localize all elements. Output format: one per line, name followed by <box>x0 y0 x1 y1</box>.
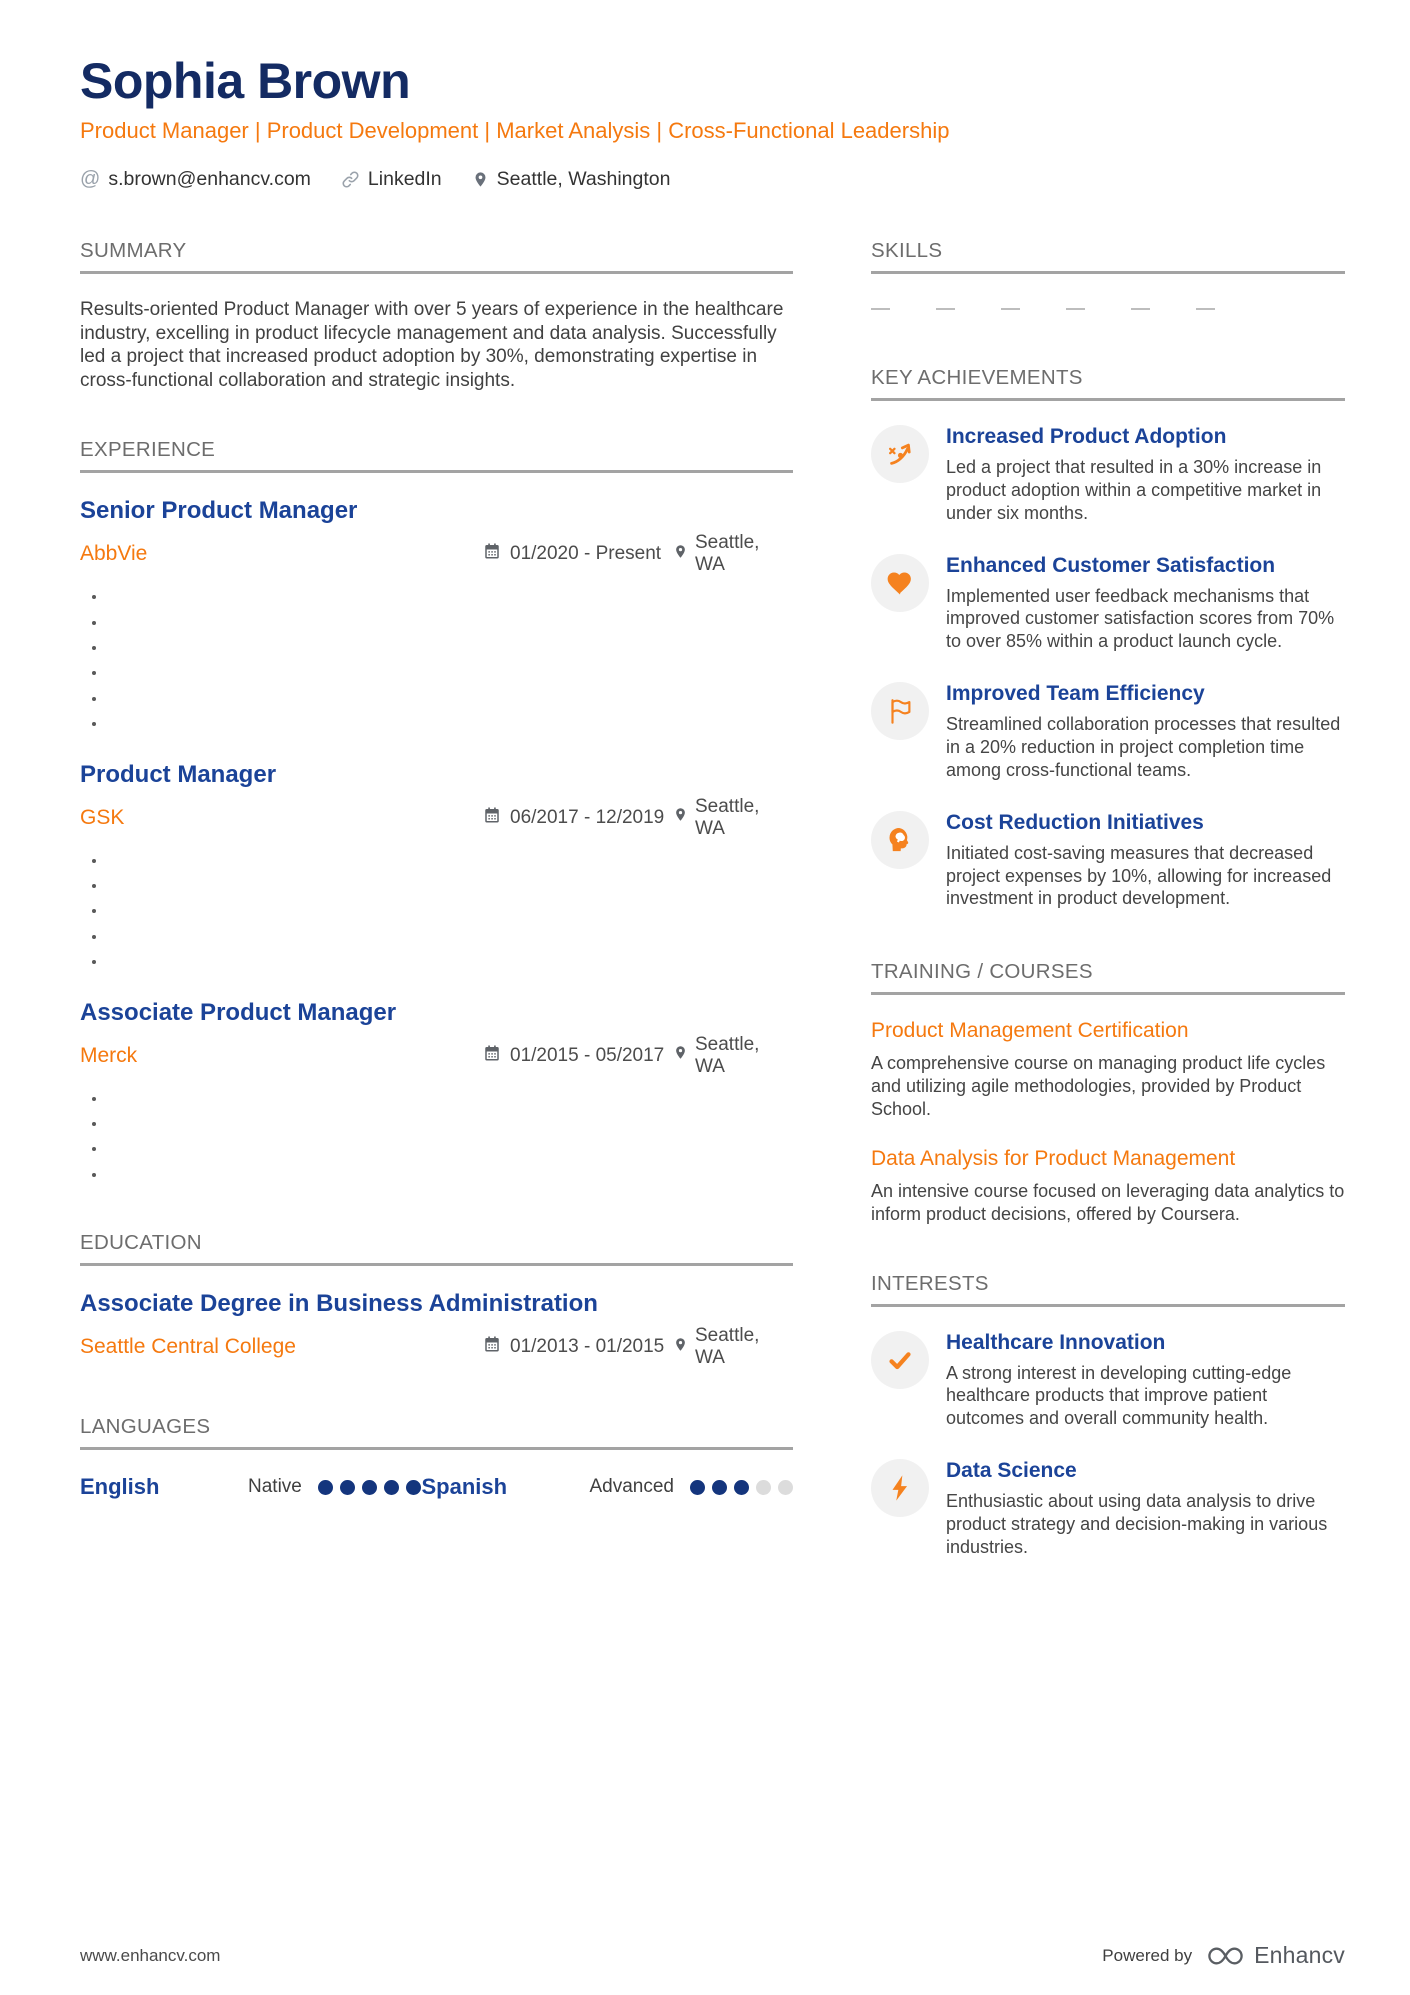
achievement-entry <box>871 682 1345 782</box>
job-dates-text: 01/2020 - Present <box>510 543 662 565</box>
job-bullet <box>107 899 793 921</box>
experience-entry <box>80 999 793 1186</box>
job-bullet <box>107 874 793 896</box>
rating-dot-empty <box>778 1480 793 1495</box>
company-name: GSK <box>80 805 125 829</box>
job-bullet <box>107 950 793 972</box>
interest-text: Enthusiastic about using data analysis to drive product strategy and decision-making in various industries. <box>946 1491 1328 1557</box>
education-dates-text: 01/2013 - 01/2015 <box>510 1336 665 1358</box>
skills-list <box>871 298 1345 310</box>
experience-entry <box>80 497 793 734</box>
education-entry <box>80 1290 793 1369</box>
interest-entry <box>871 1459 1345 1559</box>
achievements-section <box>871 366 1345 910</box>
location-text: Seattle, Washington <box>496 168 671 190</box>
course-entry <box>871 1019 1345 1121</box>
skill-item <box>936 298 955 310</box>
course-text: A comprehensive course on managing product life cycles and utilizing agile methodologies, provided by Product School. <box>871 1053 1326 1120</box>
heart-icon <box>871 554 929 612</box>
rating-dot-filled <box>362 1480 377 1495</box>
check-icon <box>871 1331 929 1389</box>
job-bullet <box>107 585 793 607</box>
achievement-text: Led a project that resulted in a 30% increase in product adoption within a competitive market in under six months. <box>946 457 1322 523</box>
lightning-icon <box>871 1459 929 1517</box>
training-list <box>871 1019 1345 1225</box>
rating-dot-filled <box>318 1480 333 1495</box>
skill-item <box>871 298 890 310</box>
course-title: Data Analysis for Product Management <box>871 1146 1236 1170</box>
job-bullet <box>107 687 793 709</box>
achievement-entry <box>871 554 1345 654</box>
candidate-name: Sophia Brown <box>80 53 411 109</box>
achievement-entry <box>871 811 1345 911</box>
headline: Product Manager | Product Development | Market Analysis | Cross-Functional Leadership <box>80 118 950 143</box>
right-column <box>871 239 1345 1605</box>
languages-heading: LANGUAGES <box>80 1415 793 1450</box>
job-bullet <box>107 712 793 734</box>
language-entry <box>421 1474 793 1500</box>
languages-list <box>80 1474 793 1500</box>
job-dates <box>483 806 673 830</box>
skill-item <box>1196 298 1215 310</box>
interest-entry <box>871 1331 1345 1431</box>
achievement-text: Initiated cost-saving measures that decreased project expenses by 10%, allowing for increased investment in product development. <box>946 842 1332 909</box>
infinity-logo-icon <box>1206 1945 1246 1967</box>
job-dates-text: 01/2015 - 05/2017 <box>510 1044 665 1066</box>
job-meta-row <box>80 532 793 576</box>
language-entry <box>80 1474 421 1500</box>
rating-dot-filled <box>406 1480 421 1495</box>
interest-title: Healthcare Innovation <box>946 1330 1166 1354</box>
degree-title: Associate Degree in Business Administration <box>80 1290 598 1318</box>
achievement-text: Implemented user feedback mechanisms that improved customer satisfaction scores from 70% to over 85% within a product launch cycle. <box>946 585 1335 652</box>
language-name: Spanish <box>421 1474 508 1500</box>
linkedin-text: LinkedIn <box>367 168 442 190</box>
job-bullet <box>107 661 793 683</box>
job-bullet-list <box>80 1087 793 1186</box>
job-location <box>673 532 793 576</box>
job-bullet <box>107 636 793 658</box>
interests-section <box>871 1272 1345 1559</box>
education-location-text: Seattle, WA <box>695 1325 760 1369</box>
pin-icon <box>673 1336 688 1359</box>
rating-dot-filled <box>340 1480 355 1495</box>
left-column <box>80 239 793 1605</box>
location <box>472 168 671 191</box>
job-location-text: Seattle, WA <box>695 532 760 576</box>
summary-heading: SUMMARY <box>80 239 793 274</box>
contact-row <box>80 168 1345 191</box>
achievement-title: Cost Reduction Initiatives <box>946 810 1204 834</box>
email-text: s.brown@enhancv.com <box>108 168 311 190</box>
pin-icon <box>472 170 489 189</box>
job-bullet <box>107 925 793 947</box>
interests-list <box>871 1331 1345 1559</box>
education-location <box>673 1325 793 1369</box>
languages-section <box>80 1415 793 1500</box>
flag-icon <box>871 682 929 740</box>
achievements-list <box>871 425 1345 910</box>
company-name: Merck <box>80 1043 138 1067</box>
rating-dot-filled <box>734 1480 749 1495</box>
page-footer <box>80 1942 1345 1969</box>
powered-by <box>1102 1942 1345 1969</box>
course-text: An intensive course focused on leveraging data analytics to inform product decisions, offered by Coursera. <box>871 1180 1345 1224</box>
language-rating-dots <box>690 1480 793 1495</box>
skill-item <box>1001 298 1020 310</box>
enhancv-logo <box>1206 1942 1345 1969</box>
skills-heading: SKILLS <box>871 239 1345 274</box>
email-link[interactable] <box>80 168 311 191</box>
experience-entry <box>80 761 793 973</box>
job-bullet <box>107 1137 793 1159</box>
job-location-text: Seattle, WA <box>695 1033 760 1077</box>
job-bullet <box>107 1163 793 1185</box>
experience-heading: EXPERIENCE <box>80 438 793 473</box>
course-entry <box>871 1147 1345 1226</box>
achievement-entry <box>871 425 1345 525</box>
enhancv-url[interactable]: www.enhancv.com <box>80 1945 221 1965</box>
skills-section <box>871 239 1345 310</box>
job-bullet <box>107 1112 793 1134</box>
education-section <box>80 1231 793 1369</box>
calendar-icon <box>483 1335 501 1359</box>
education-dates <box>483 1335 673 1359</box>
strategy-arrow-icon <box>871 425 929 483</box>
content-columns <box>80 239 1345 1605</box>
rating-dot-empty <box>756 1480 771 1495</box>
job-bullet-list <box>80 849 793 973</box>
rating-dot-filled <box>384 1480 399 1495</box>
education-heading: EDUCATION <box>80 1231 793 1266</box>
calendar-icon <box>483 542 501 566</box>
training-section <box>871 960 1345 1225</box>
job-meta-row <box>80 1034 793 1078</box>
summary-section <box>80 239 793 392</box>
job-bullet <box>107 849 793 871</box>
pin-icon <box>673 543 688 566</box>
achievement-text: Streamlined collaboration processes that resulted in a 20% reduction in project completion time among cross-functional teams. <box>946 714 1341 780</box>
rating-dot-filled <box>690 1480 705 1495</box>
rating-dot-filled <box>712 1480 727 1495</box>
achievement-title: Improved Team Efficiency <box>946 682 1205 706</box>
interests-heading: INTERESTS <box>871 1272 1345 1307</box>
at-icon: @ <box>80 168 101 190</box>
course-title: Product Management Certification <box>871 1019 1189 1043</box>
school-name: Seattle Central College <box>80 1335 296 1359</box>
achievements-heading: KEY ACHIEVEMENTS <box>871 366 1345 401</box>
language-rating-dots <box>318 1480 421 1495</box>
job-bullet <box>107 1087 793 1109</box>
language-level: Advanced <box>589 1476 674 1498</box>
skill-item <box>1066 298 1085 310</box>
job-title: Product Manager <box>80 760 277 788</box>
job-meta-row <box>80 796 793 840</box>
interest-text: A strong interest in developing cutting-edge healthcare products that improve patient outcomes and overall community health. <box>946 1362 1292 1429</box>
job-bullet <box>107 611 793 633</box>
experience-section <box>80 438 793 1185</box>
brand-name: Enhancv <box>1254 1942 1345 1968</box>
job-dates <box>483 1044 673 1068</box>
linkedin-link[interactable] <box>341 168 442 191</box>
job-title: Associate Product Manager <box>80 998 397 1026</box>
job-location-text: Seattle, WA <box>695 795 760 839</box>
interest-title: Data Science <box>946 1459 1077 1483</box>
achievement-title: Enhanced Customer Satisfaction <box>946 553 1276 577</box>
head-silhouette-icon <box>871 811 929 869</box>
achievement-title: Increased Product Adoption <box>946 425 1227 448</box>
pin-icon <box>673 1044 688 1067</box>
job-bullet-list <box>80 585 793 734</box>
summary-text: Results-oriented Product Manager with over 5 years of experience in the healthcare industry, excelling in product lifecycle management and data analysis. Successfully led a project that increased product adoption by 30%, demonstrating expertise in cross-functional collaboration and strategic insights. <box>80 299 784 391</box>
skill-item <box>1131 298 1150 310</box>
language-level: Native <box>248 1476 302 1498</box>
experience-list <box>80 497 793 1185</box>
job-location <box>673 796 793 840</box>
calendar-icon <box>483 1044 501 1068</box>
link-icon <box>341 170 360 189</box>
language-name: English <box>80 1474 160 1500</box>
job-dates-text: 06/2017 - 12/2019 <box>510 806 665 828</box>
training-heading: TRAINING / COURSES <box>871 960 1345 995</box>
education-meta-row <box>80 1325 793 1369</box>
resume-header <box>80 54 1345 191</box>
company-name: AbbVie <box>80 542 148 566</box>
calendar-icon <box>483 806 501 830</box>
pin-icon <box>673 806 688 829</box>
job-dates <box>483 542 673 566</box>
job-location <box>673 1034 793 1078</box>
powered-by-text: Powered by <box>1102 1945 1193 1965</box>
job-title: Senior Product Manager <box>80 497 358 525</box>
